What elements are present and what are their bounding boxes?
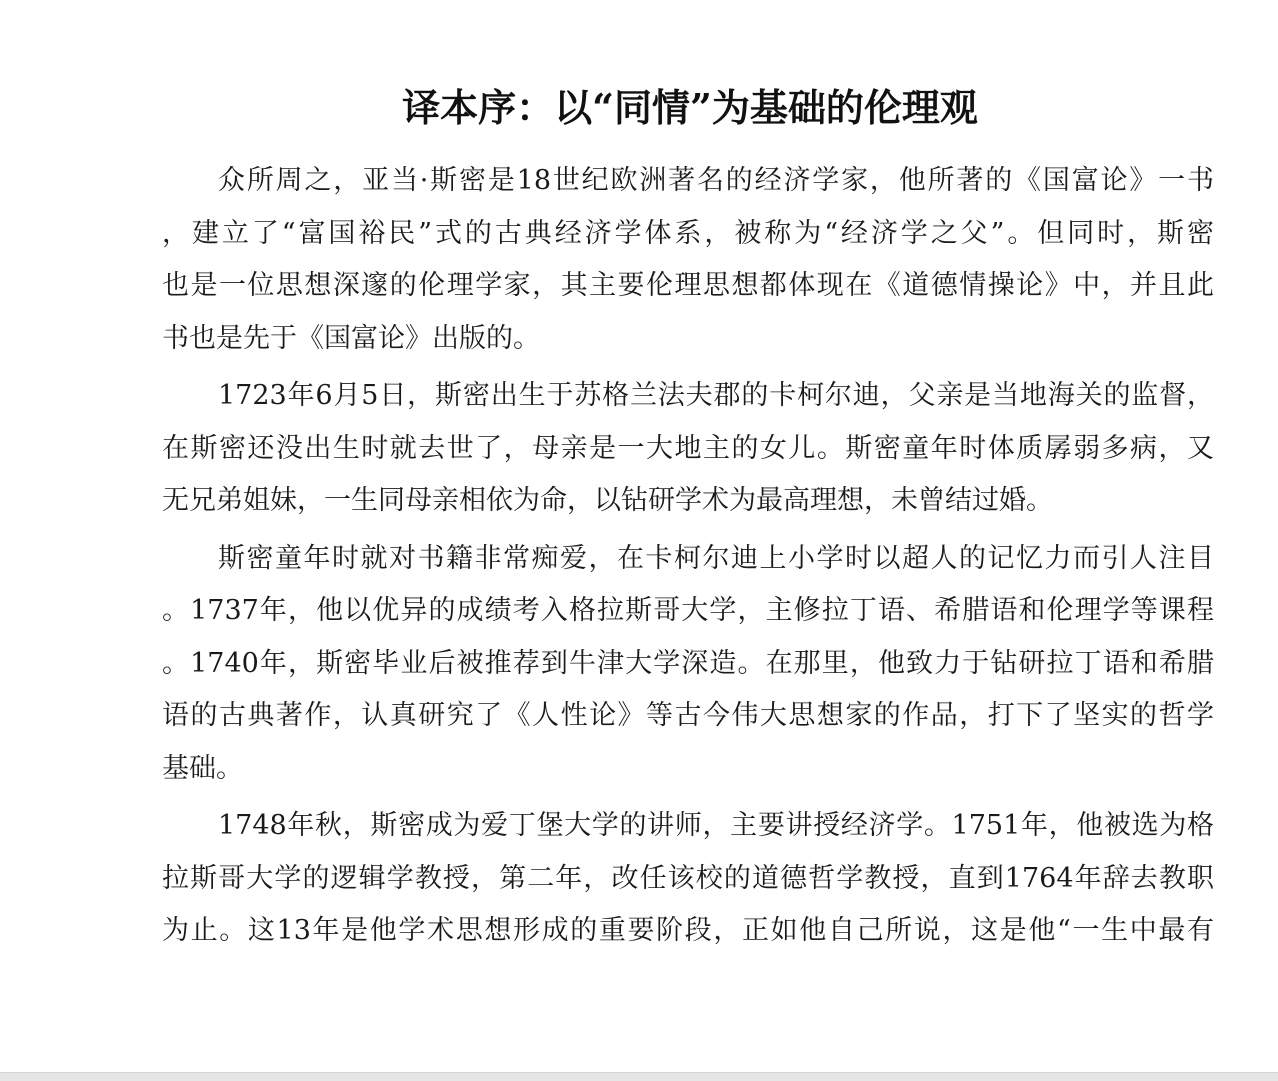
- document-body: [162, 155, 1214, 963]
- text-line: 基础。: [162, 752, 243, 784]
- text-line: 书也是先于《国富论》出版的。: [162, 322, 540, 354]
- text-line: 为止。这13年是他学术思想形成的重要阶段，正如他自己所说，这是他“一生中最有: [162, 915, 1214, 946]
- text-line: 1748年秋，斯密成为爱丁堡大学的讲师，主要讲授经济学。1751年，他被选为格: [218, 810, 1214, 841]
- text-line: 语的古典著作，认真研究了《人性论》等古今伟大思想家的作品，打下了坚实的哲学: [162, 700, 1214, 731]
- text-line: 也是一位思想深邃的伦理学家，其主要伦理思想都体现在《道德情操论》中，并且此: [162, 270, 1214, 301]
- text-line: 1723年6月5日，斯密出生于苏格兰法夫郡的卡柯尔迪，父亲是当地海关的监督，: [218, 380, 1214, 411]
- text-line: 。1737年，他以优异的成绩考入格拉斯哥大学，主修拉丁语、希腊语和伦理学等课程: [162, 595, 1214, 626]
- text-line: 拉斯哥大学的逻辑学教授，第二年，改任该校的道德哲学教授，直到1764年辞去教职: [162, 862, 1214, 894]
- page-title: 译本序：以“同情”为基础的伦理观: [402, 85, 978, 130]
- text-line: 无兄弟姐妹，一生同母亲相依为命，以钻研学术为最高理想，未曾结过婚。: [162, 485, 1053, 516]
- paragraph-1: [162, 155, 1214, 365]
- text-line: 。1740年，斯密毕业后被推荐到牛津大学深造。在那里，他致力于钻研拉丁语和希腊: [162, 647, 1214, 679]
- text-line: 斯密童年时就对书籍非常痴爱，在卡柯尔迪上小学时以超人的记忆力而引人注目: [218, 542, 1214, 574]
- paragraph-3: [162, 533, 1214, 796]
- text-line: ，建立了“富国裕民”式的古典经济学体系，被称为“经济学之父”。但同时，斯密: [162, 217, 1214, 249]
- paragraph-2: [162, 370, 1214, 528]
- paragraph-4: [162, 800, 1214, 958]
- text-line: 众所周之，亚当·斯密是18世纪欧洲著名的经济学家，他所著的《国富论》一书: [218, 165, 1214, 196]
- text-line: 在斯密还没出生时就去世了，母亲是一大地主的女儿。斯密童年时体质孱弱多病，又: [162, 432, 1214, 464]
